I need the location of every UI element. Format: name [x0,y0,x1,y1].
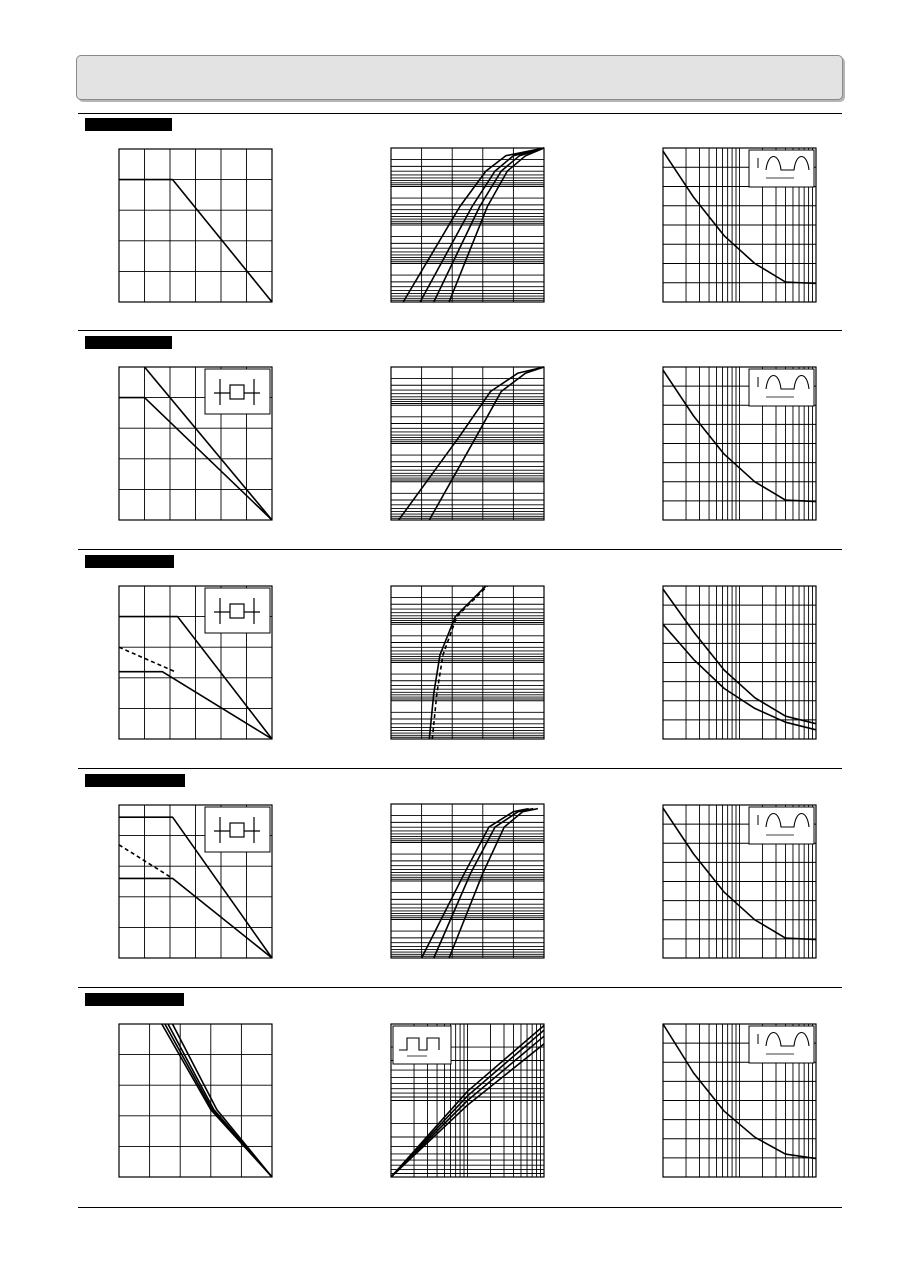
waveform-inset [749,369,814,406]
section-4-tag [85,774,185,787]
chart-s3-left [119,586,272,739]
chart-s3-right [663,586,816,739]
pulse-inset [393,1026,451,1064]
waveform-inset-box [749,369,814,406]
component-diagram-inset [205,588,270,633]
chart-s1-mid [391,148,544,302]
waveform-inset [749,807,814,844]
section-2-rule [78,330,842,331]
plot-frame [119,1024,272,1177]
component-diagram-inset [205,807,270,852]
chart-s5-left [119,1024,272,1177]
chart-s2-mid [391,367,544,520]
section-1-rule [78,113,842,114]
waveform-inset-box [749,150,814,187]
series-line-3 [119,845,173,879]
page-header-banner [76,55,843,100]
component-diagram-body [230,385,244,399]
waveform-inset-box [749,807,814,844]
waveform-inset [749,1026,814,1063]
chart-s3-mid [391,586,544,739]
series-line-4 [173,1024,273,1177]
section-5-rule [78,987,842,988]
chart-s1-left [119,149,272,302]
series-line-3 [119,647,175,672]
chart-s1-right [663,148,816,302]
pulse-inset-box [393,1026,451,1064]
component-diagram-inset [205,369,270,414]
footer-rule [78,1207,842,1208]
chart-s4-left [119,805,272,958]
chart-s4-mid [391,804,544,958]
section-1-tag [85,118,172,131]
section-4-rule [78,768,842,769]
chart-s5-right [663,1024,816,1177]
component-diagram-body [230,604,244,618]
component-diagram-body [230,823,244,837]
chart-s5-mid [391,1024,544,1177]
section-3-tag [85,555,174,568]
chart-s2-right [663,367,816,520]
section-2-tag [85,336,172,349]
chart-s2-left [119,367,272,520]
waveform-inset [749,150,814,187]
section-5-tag [85,993,184,1006]
waveform-inset-box [749,1026,814,1063]
chart-s4-right [663,805,816,958]
section-3-rule [78,549,842,550]
